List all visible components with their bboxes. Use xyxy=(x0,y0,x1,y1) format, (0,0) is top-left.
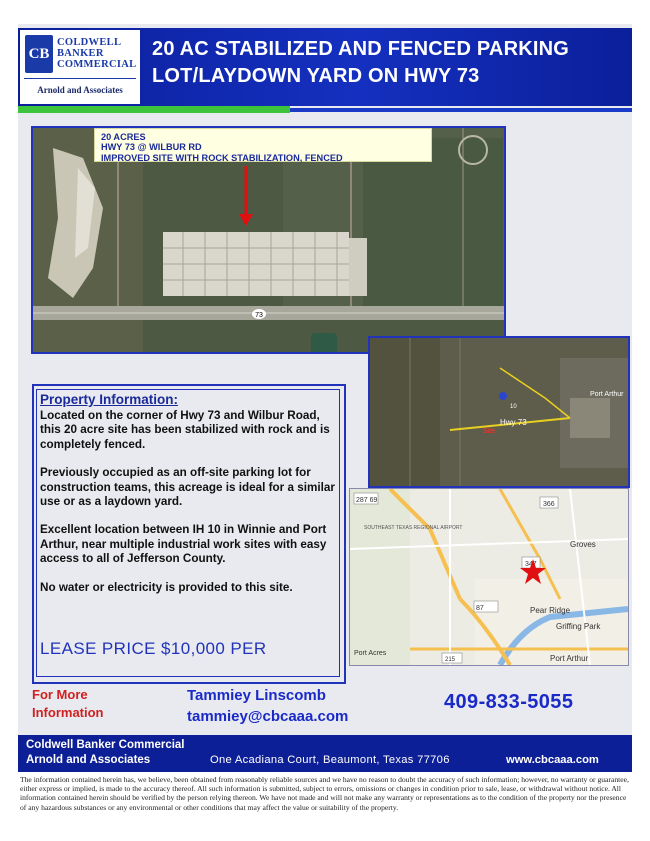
accent-bar-green xyxy=(18,106,290,113)
spur-215-label: 215 xyxy=(445,657,456,663)
more-info-line-1: For More xyxy=(32,687,88,702)
port-acres-label: Port Acres xyxy=(354,650,387,657)
lease-price: LEASE PRICE $10,000 PER xyxy=(40,639,267,658)
interstate-shield-icon xyxy=(499,392,507,400)
company-logo xyxy=(20,30,140,104)
hwy-87-label: 87 xyxy=(476,605,484,612)
footer-company-line-1: Coldwell Banker Commercial xyxy=(26,739,185,751)
interstate-label: 10 xyxy=(510,404,517,410)
airport-label: SOUTHEAST TEXAS REGIONAL AIRPORT xyxy=(364,525,463,531)
property-info-body xyxy=(40,409,336,609)
logo-line-1: COLDWELL xyxy=(57,37,122,48)
agent-phone[interactable]: 409-833-5055 xyxy=(444,691,574,713)
footer-company xyxy=(26,738,185,768)
site-label: Site xyxy=(483,428,496,435)
more-info-line-2: Information xyxy=(32,705,104,720)
street-map xyxy=(349,488,629,666)
info-paragraph-access: Excellent location between IH 10 in Winnie and Port Arthur, near multiple industrial work sites with easy access to all of Jefferson County. xyxy=(40,523,327,566)
hwy-366-label: 366 xyxy=(543,501,555,508)
groves-label: Groves xyxy=(570,540,596,549)
site-callout xyxy=(94,128,432,162)
legal-disclaimer: The information contained herein has, we believe, been obtained from reasonably reliable sources and we have no reason to doubt the accuracy of such information; however, no warranty or guarantee, either express or implied, is made to the accuracy thereof. All such information is submitted, subject to errors, omissions or changes in condition prior to sale, lease, or withdrawal without notice. All information contained herein should be verified by the person relying thereon. We have not made and will not make any warranty or representations as to the condition of the property nor the presence of any hazardous substances or any environmental or other conditions that may affect the value or suitability of the property. xyxy=(20,775,629,812)
hwy-73-label: Hwy 73 xyxy=(500,418,527,427)
logo-line-3: COMMERCIAL xyxy=(57,59,137,70)
info-paragraph-location: Located on the corner of Hwy 73 and Wilbur Road, this 20 acre site has been stabilized with rock and is completely fenced. xyxy=(40,409,330,451)
hwy-347-label: 347 xyxy=(525,561,537,568)
info-paragraph-use: Previously occupied as an off-site parking lot for construction teams, this acreage is ideal for a similar use or as a laydown yard. xyxy=(40,466,335,509)
more-info-label xyxy=(32,686,104,722)
property-info-title: Property Information: xyxy=(40,392,179,407)
port-arthur-map-label: Port Arthur xyxy=(550,654,589,663)
footer-company-line-2: Arnold and Associates xyxy=(26,754,151,766)
pear-ridge-label: Pear Ridge xyxy=(530,606,571,615)
agent-name: Tammiey Linscomb xyxy=(187,687,326,704)
hwy-287-69-label: 287 69 xyxy=(356,497,378,504)
cb-logo-icon: CB xyxy=(25,35,53,73)
footer-address: One Acadiana Court, Beaumont, Texas 77706 xyxy=(210,754,450,766)
logo-subtitle: Arnold and Associates xyxy=(37,85,123,95)
title-line-1: 20 AC STABILIZED AND FENCED PARKING xyxy=(152,38,570,60)
footer-bar xyxy=(18,735,632,772)
callout-improvements: IMPROVED SITE WITH ROCK STABILIZATION, FENCED xyxy=(101,152,343,163)
port-arthur-sat-label: Port Arthur xyxy=(590,391,624,398)
logo-divider xyxy=(24,78,136,79)
flyer-title xyxy=(152,36,622,90)
logo-line-2: BANKER xyxy=(57,48,104,59)
regional-satellite-photo xyxy=(368,336,630,488)
footer-website-link[interactable]: www.cbcaaa.com xyxy=(506,754,599,766)
logo-wordmark xyxy=(57,37,137,70)
agent-email-link[interactable]: tammiey@cbcaaa.com xyxy=(187,708,349,725)
callout-location: HWY 73 @ WILBUR RD xyxy=(101,142,202,153)
title-line-2: LOT/LAYDOWN YARD ON HWY 73 xyxy=(152,65,480,87)
road-marker-label: 73 xyxy=(255,312,263,319)
callout-acreage: 20 ACRES xyxy=(101,132,146,142)
griffing-park-label: Griffing Park xyxy=(556,622,601,631)
info-paragraph-utilities: No water or electricity is provided to this site. xyxy=(40,580,293,594)
accent-bar-blue xyxy=(290,108,632,112)
